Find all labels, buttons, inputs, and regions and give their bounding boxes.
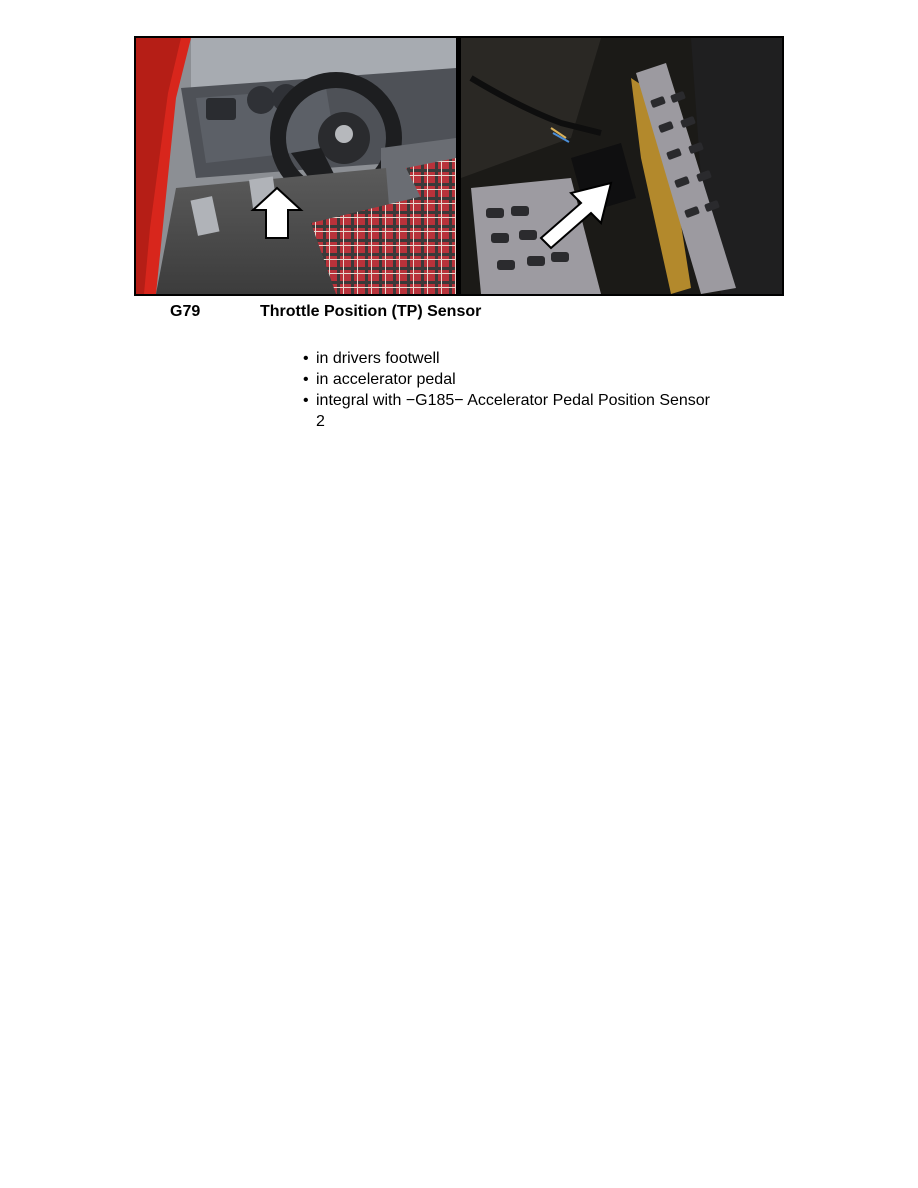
car-interior-photo xyxy=(136,38,456,294)
location-text: integral with −G185− Accelerator Pedal Position Sensor 2 xyxy=(316,392,711,430)
list-item xyxy=(303,348,723,369)
bullet-icon: • xyxy=(303,392,309,409)
bullet-icon: • xyxy=(303,350,309,367)
location-text: in drivers footwell xyxy=(316,350,440,367)
accelerator-pedal-photo xyxy=(461,38,782,294)
bullet-icon: • xyxy=(303,371,309,388)
list-item xyxy=(303,390,723,432)
location-text: in accelerator pedal xyxy=(316,371,456,388)
component-code: G79 xyxy=(170,303,201,320)
location-list xyxy=(303,348,723,432)
locator-photos xyxy=(134,36,784,296)
component-title: Throttle Position (TP) Sensor xyxy=(260,303,482,320)
list-item xyxy=(303,369,723,390)
